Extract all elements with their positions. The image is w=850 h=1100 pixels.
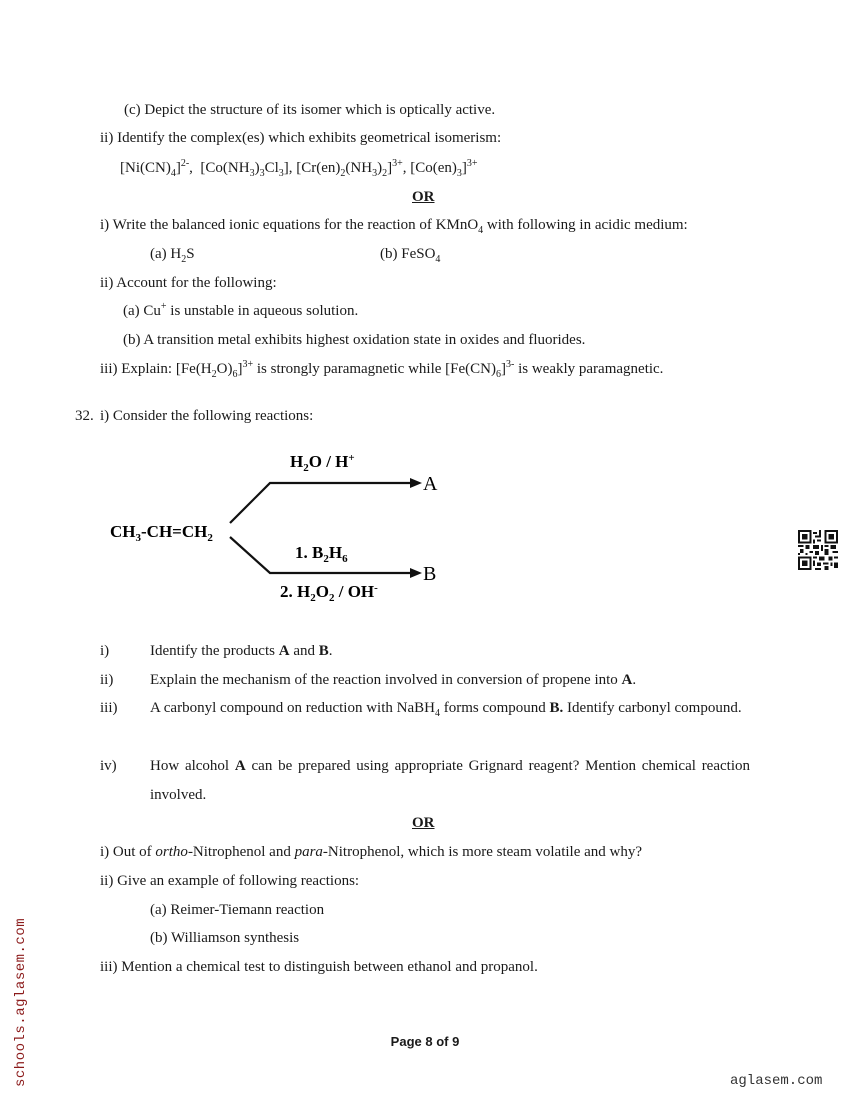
or-divider-q32: OR <box>412 815 435 831</box>
q32-alt-ii: ii) Give an example of following reactions: <box>100 873 360 889</box>
reagent-hydration: $H_2O / H^+$ <box>290 452 355 474</box>
subpart-i-text: Identify the products A and B. <box>150 643 333 659</box>
q32-alt-iii: iii) Mention a chemical test to distinguish between ethanol and propanol. <box>100 959 538 975</box>
reagent-hydroboration-2: 2. $H_2O_2 / OH^-$ <box>280 582 378 604</box>
q31-alt-ii-text: ii) Account for the following: <box>100 275 277 291</box>
subpart-ii-text: Explain the mechanism of the reaction involved in conversion of propene into A. <box>150 672 637 688</box>
upper-branch-line <box>230 483 410 523</box>
subpart-iv-num: iv) <box>100 758 117 774</box>
page-footer: Page 8 of 9 <box>390 1034 460 1049</box>
reaction-scheme <box>105 445 450 610</box>
q31-c-text: (c) Depict the structure of its isomer which is optically active. <box>124 102 496 118</box>
q32-alt-ii-b: (b) Williamson synthesis <box>150 930 300 946</box>
subpart-ii-num: ii) <box>100 672 114 688</box>
q31-ii-item <box>100 128 501 148</box>
qr-code-icon <box>798 530 838 570</box>
q31-alt-i-a: (a) $H_2S$ <box>150 246 195 265</box>
subpart-iv-text: How alcohol A can be prepared using appropriate Grignard reagent? Mention chemical reaction involved. <box>150 758 750 803</box>
lower-arrowhead <box>410 568 422 578</box>
watermark-right: aglasem.com <box>730 1073 823 1089</box>
q32-alt-i: i) Out of ortho-Nitrophenol and para-Nitrophenol, which is more steam volatile and why? <box>100 844 643 860</box>
complex-list: $[Ni(CN)_4]^{2-}$, $[Co(NH_3)_3Cl_3]$, $[Cr(en)_2(NH_3)_2]^{3+}$, $[Co(en)_3]^{3+}$ <box>120 158 478 179</box>
q32-alt-ii-a: (a) Reimer-Tiemann reaction <box>150 902 325 918</box>
question-number-32: 32. <box>75 408 94 424</box>
subpart-i-num: i) <box>100 643 110 659</box>
q31-ii-text: ii) Identify the complex(es) which exhibits geometrical isomerism: <box>100 130 502 146</box>
q31-alt-ii-a: (a) Cu+ is unstable in aqueous solution. <box>123 301 359 319</box>
subpart-iii-text: A carbonyl compound on reduction with NaBH$_4$ forms compound B. Identify carbonyl compound. <box>150 700 742 719</box>
upper-arrowhead <box>410 478 422 488</box>
product-a-label: A <box>423 473 438 495</box>
subpart-iii-num: iii) <box>100 700 118 716</box>
q31-alt-ii <box>100 273 277 293</box>
q31-alt-ii-b-text: (b) A transition metal exhibits highest oxidation state in oxides and fluorides. <box>123 332 586 348</box>
watermark-left: schools.aglasem.com <box>13 917 29 1087</box>
q31-c-item <box>124 100 495 120</box>
q31-alt-iii: iii) Explain: $[Fe(H_2O)_6]^{3+}$ is strongly paramagnetic while $[Fe(CN)_6]^{3-}$ is weakly paramagnetic. <box>100 359 664 380</box>
or-divider-q31: OR <box>412 189 435 205</box>
q32-intro: i) Consider the following reactions: <box>100 408 314 424</box>
q31-alt-i: i) Write the balanced ionic equations for the reaction of KMnO$_4$ with following in acidic medium: <box>100 217 688 236</box>
reagent-hydroboration-1: 1. $B_2H_6$ <box>295 543 348 565</box>
q31-alt-i-b: (b) FeSO$_4$ <box>380 246 441 265</box>
q31-alt-ii-b <box>123 330 585 350</box>
reactant-propene: $CH_3-CH=CH_2$ <box>110 522 213 544</box>
product-b-label: B <box>423 563 437 585</box>
